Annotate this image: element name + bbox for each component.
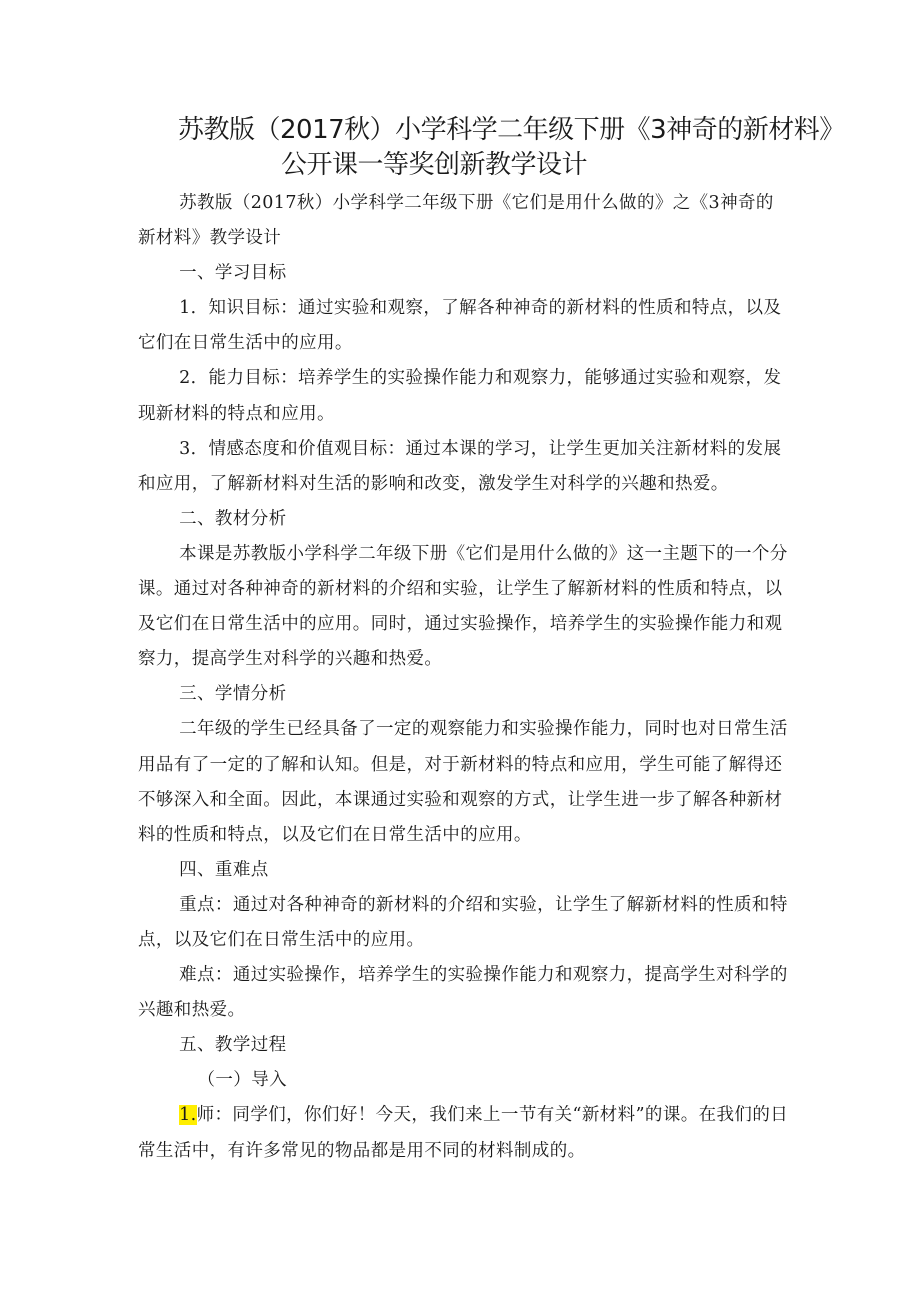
textbook-analysis-paragraph: 本课是苏教版小学科学二年级下册《它们是用什么做的》这一主题下的一个分课。通过对各种神奇的新材料的介绍和实验，让学生了解新材料的性质和特点，以及它们在日常生活中的应用。同时，通过实验操作，培养学生的实验操作能力和观察力，提高学生对科学的兴趣和热爱。 (138, 543, 788, 670)
section-heading-process: 五、教学过程 (179, 1035, 287, 1056)
document-title-line1: 苏教版（2017秋）小学科学二年级下册《3神奇的新材料》 (178, 115, 845, 145)
document-title-line2: 公开课一等奖创新教学设计 (281, 150, 588, 180)
goal-knowledge: 1．知识目标：通过实验和观察，了解各种神奇的新材料的性质和特点，以及它们在日常生活中的应用。 (138, 298, 782, 354)
section-heading-goals: 一、学习目标 (179, 263, 287, 284)
key-point-paragraph: 重点：通过对各种神奇的新材料的介绍和实验，让学生了解新材料的性质和特点，以及它们在日常生活中的应用。 (138, 894, 788, 950)
section-heading-textbook: 二、教材分析 (179, 508, 287, 529)
subsection-heading-intro: （一）导入 (197, 1070, 287, 1091)
learner-analysis-paragraph: 二年级的学生已经具备了一定的观察能力和实验操作能力，同时也对日常生活用品有了一定的了解和认知。但是，对于新材料的特点和应用，学生可能了解得还不够深入和全面。因此，本课通过实验和观察的方式，让学生进一步了解各种新材料的性质和特点，以及它们在日常生活中的应用。 (138, 719, 788, 845)
difficult-point-paragraph: 难点：通过实验操作，培养学生的实验操作能力和观察力，提高学生对科学的兴趣和热爱。 (138, 965, 788, 1021)
intro-paragraph: 苏教版（2017秋）小学科学二年级下册《它们是用什么做的》之《3神奇的新材料》教学设计 (138, 193, 774, 249)
goal-attitude: 3．情感态度和价值观目标：通过本课的学习，让学生更加关注新材料的发展和应用，了解新材料对生活的影响和改变，激发学生对科学的兴趣和热爱。 (138, 438, 782, 494)
section-heading-learners: 三、学情分析 (179, 684, 287, 705)
document-body (138, 186, 790, 1169)
step1-text: 师：同学们，你们好！今天，我们来上一节有关“新材料”的课。在我们的日常生活中，有许多常见的物品都是用不同的材料制成的。 (138, 1105, 789, 1161)
goal-ability: 2．能力目标：培养学生的实验操作能力和观察力，能够通过实验和观察，发现新材料的特点和应用。 (138, 368, 782, 424)
step1-number-highlight: 1. (179, 1105, 197, 1126)
step1-paragraph (138, 1098, 790, 1168)
section-heading-key-points: 四、重难点 (179, 859, 269, 880)
